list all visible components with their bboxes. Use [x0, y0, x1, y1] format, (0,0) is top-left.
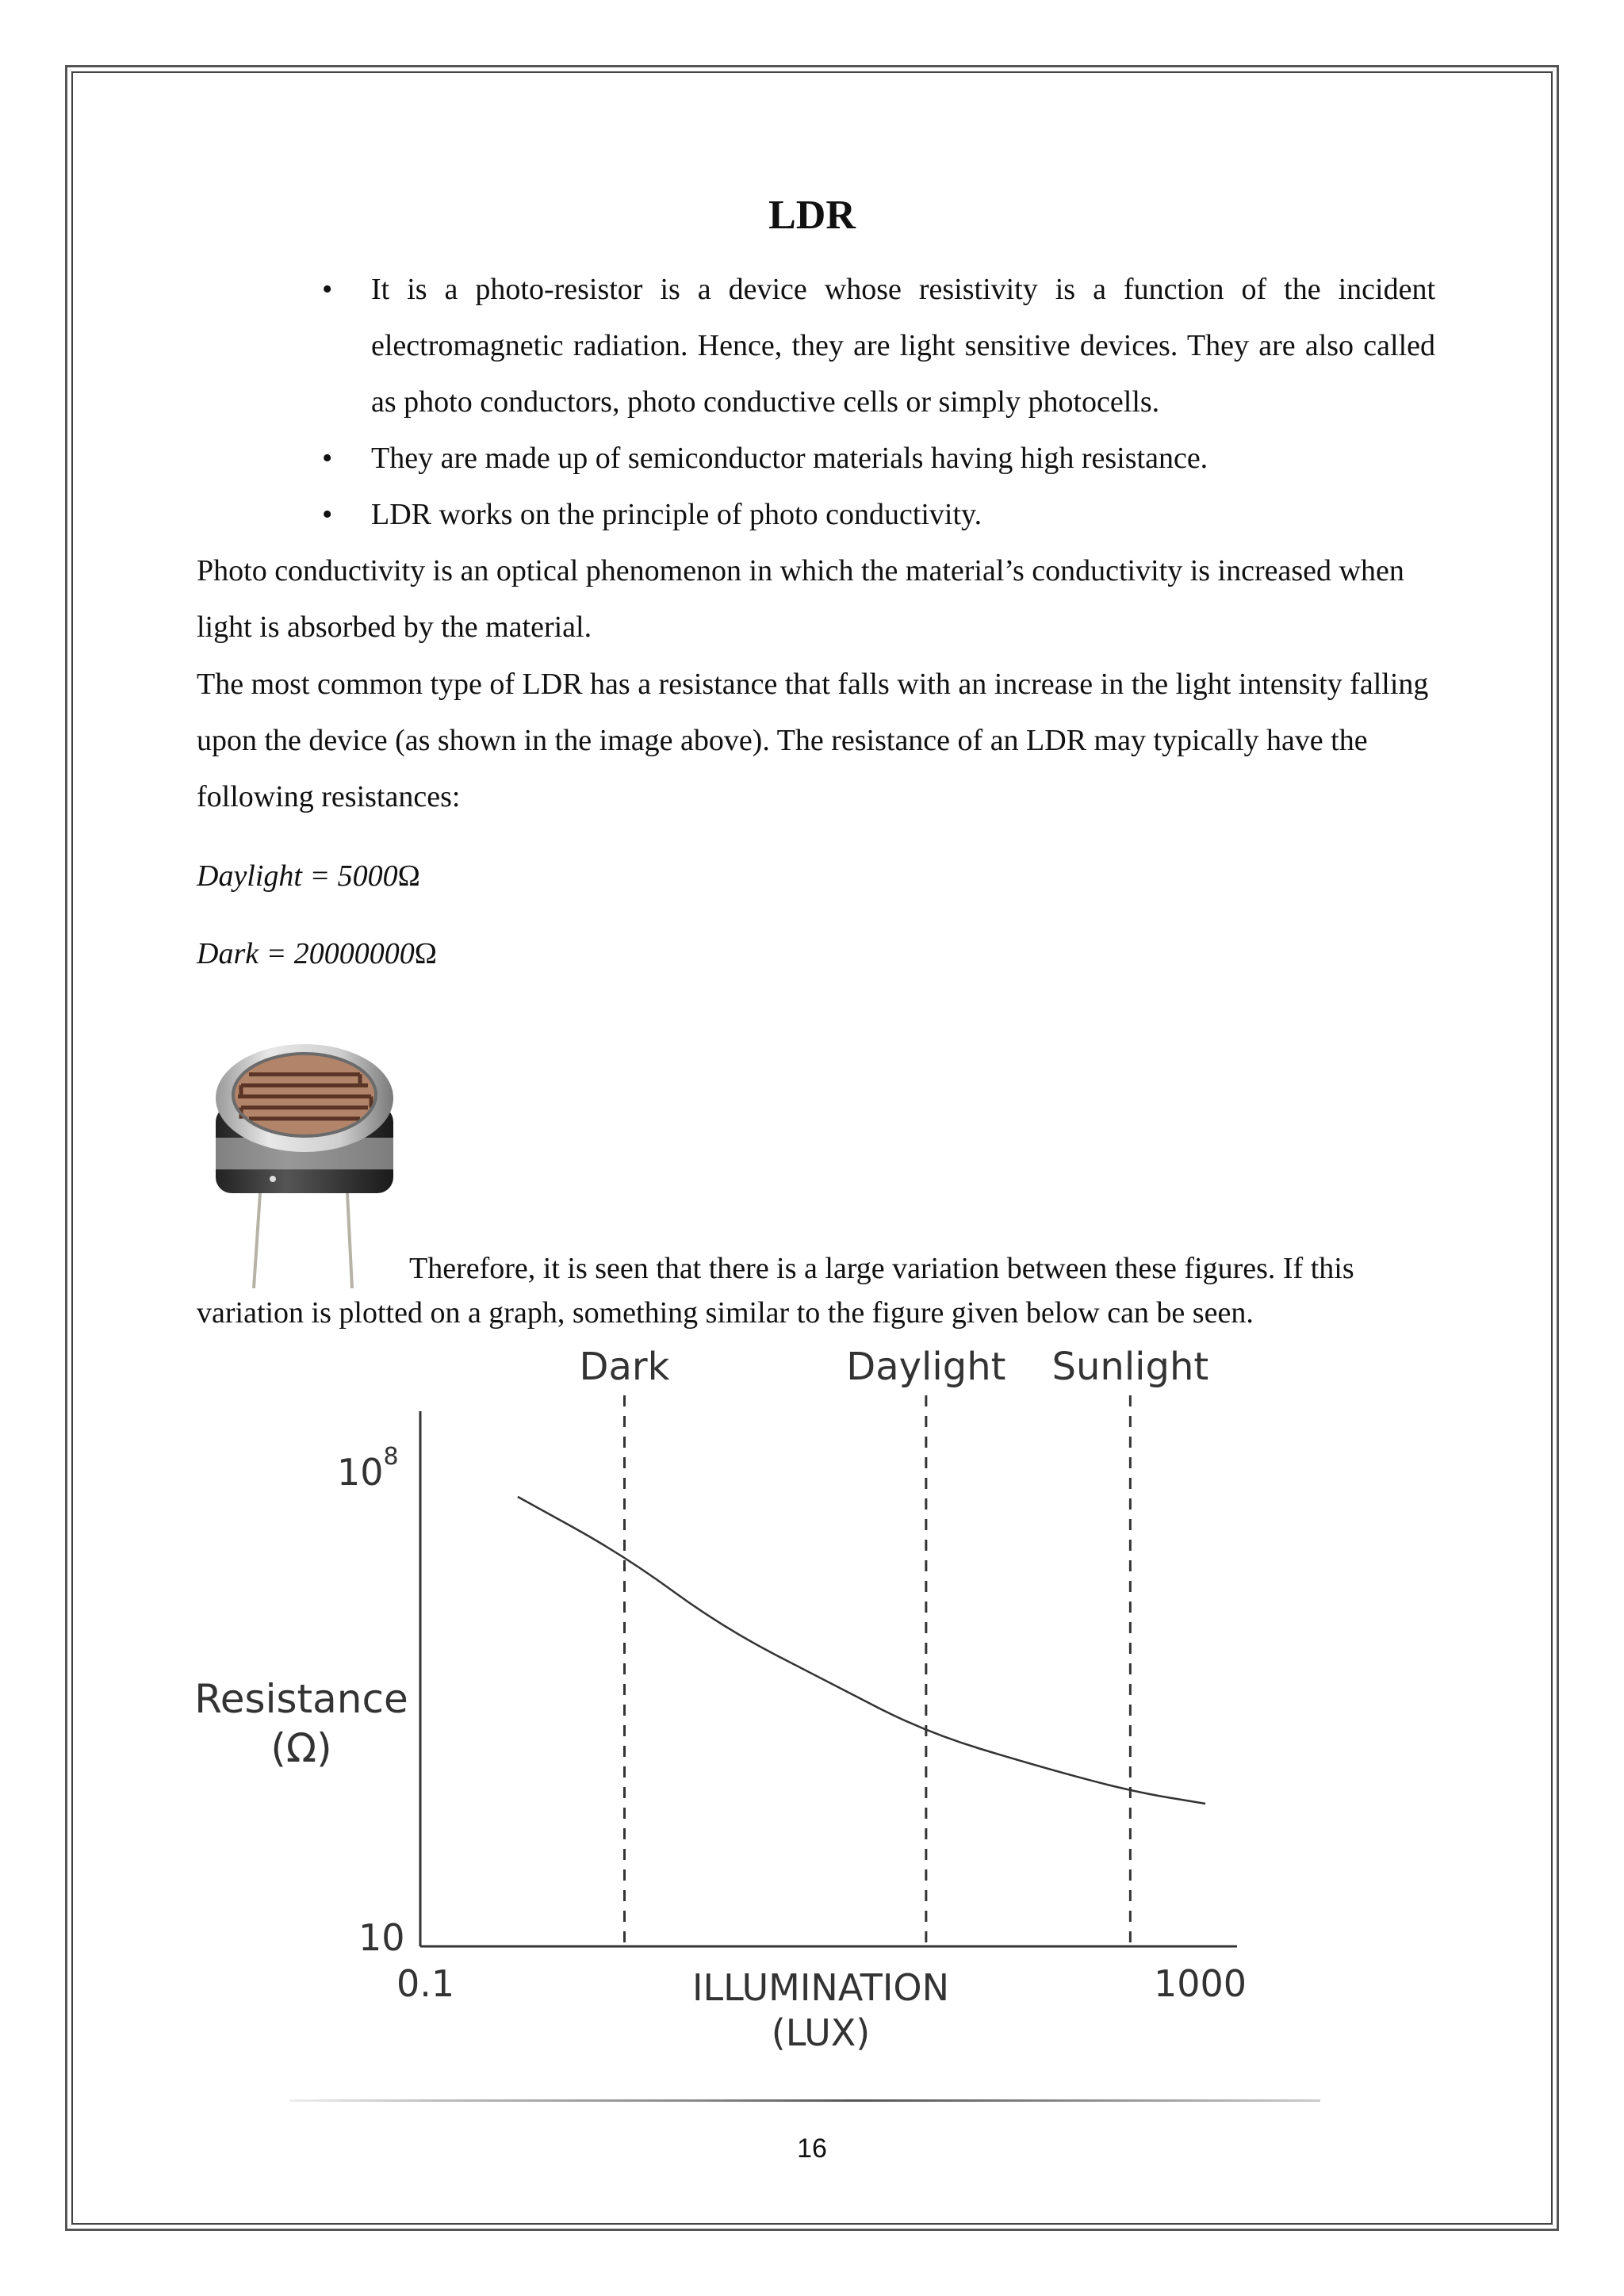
marker-label-dark: Dark: [579, 1348, 670, 1389]
formula-daylight-unit: Ω: [397, 859, 420, 893]
chart-axes: [420, 1411, 1237, 1946]
y-tick-label-bottom: 10: [358, 1916, 405, 1959]
x-axis-unit: (LUX): [771, 2011, 871, 2054]
footer-divider: [289, 2099, 1320, 2102]
x-tick-label-left: 0.1: [396, 1962, 455, 2005]
illumination-markers: [580, 1348, 1209, 1946]
x-tick-label-right: 1000: [1154, 1962, 1247, 2005]
y-axis-label: Resistance: [194, 1676, 408, 1722]
bullet-dot: •: [322, 498, 333, 531]
y-tick-base: 10: [337, 1451, 384, 1494]
page-title: LDR: [768, 193, 856, 238]
bullet-item: [309, 430, 1435, 487]
marker-label-sunlight: Sunlight: [1051, 1348, 1209, 1389]
y-tick-label-top: [337, 1443, 399, 1494]
bullet-item: [309, 487, 1435, 543]
bullet-dot: •: [322, 442, 333, 475]
formula-dark-label: Dark = 20000000: [197, 937, 415, 970]
y-tick-exponent: 8: [383, 1443, 399, 1471]
bullet-text: LDR works on the principle of photo conductivity.: [371, 498, 982, 531]
paragraph-variation: Therefore, it is seen that there is a large variation between these figures. If this variation is plotted on a graph, something similar to the figure given below can be seen.: [197, 1252, 1354, 1330]
x-axis-label: ILLUMINATION: [691, 1966, 950, 2009]
page-number: 16: [797, 2133, 827, 2164]
formula-dark-unit: Ω: [414, 937, 437, 970]
formula-daylight-label: Daylight = 5000: [197, 859, 398, 893]
bullet-list: [309, 262, 1435, 543]
bullet-text: It is a photo-resistor is a device whose resistivity is a function of the incident electromagnetic radiation. Hence, they are light sensitive devices. They are also called as photo conductors, photo conductive cells or simply photocells.: [371, 273, 1435, 419]
formula-dark: [197, 934, 437, 974]
bullet-text: They are made up of semiconductor materials having high resistance.: [371, 442, 1208, 475]
formula-daylight: [197, 856, 420, 896]
paragraph-photoconductivity: Photo conductivity is an optical phenomenon in which the material’s conductivity is increased when light is absorbed by the material.: [197, 554, 1404, 644]
bullet-dot: •: [322, 273, 333, 306]
bullet-item: [309, 262, 1435, 430]
marker-label-daylight: Daylight: [846, 1348, 1006, 1389]
paragraph-ldr-resistance: The most common type of LDR has a resistance that falls with an increase in the light intensity falling upon the device (as shown in the image above). The resistance of an LDR may typically have the following resistances:: [197, 668, 1429, 813]
resistance-curve: [518, 1497, 1205, 1804]
y-axis-unit: (Ω): [270, 1725, 332, 1771]
resistance-illumination-chart: [182, 1348, 1293, 2077]
